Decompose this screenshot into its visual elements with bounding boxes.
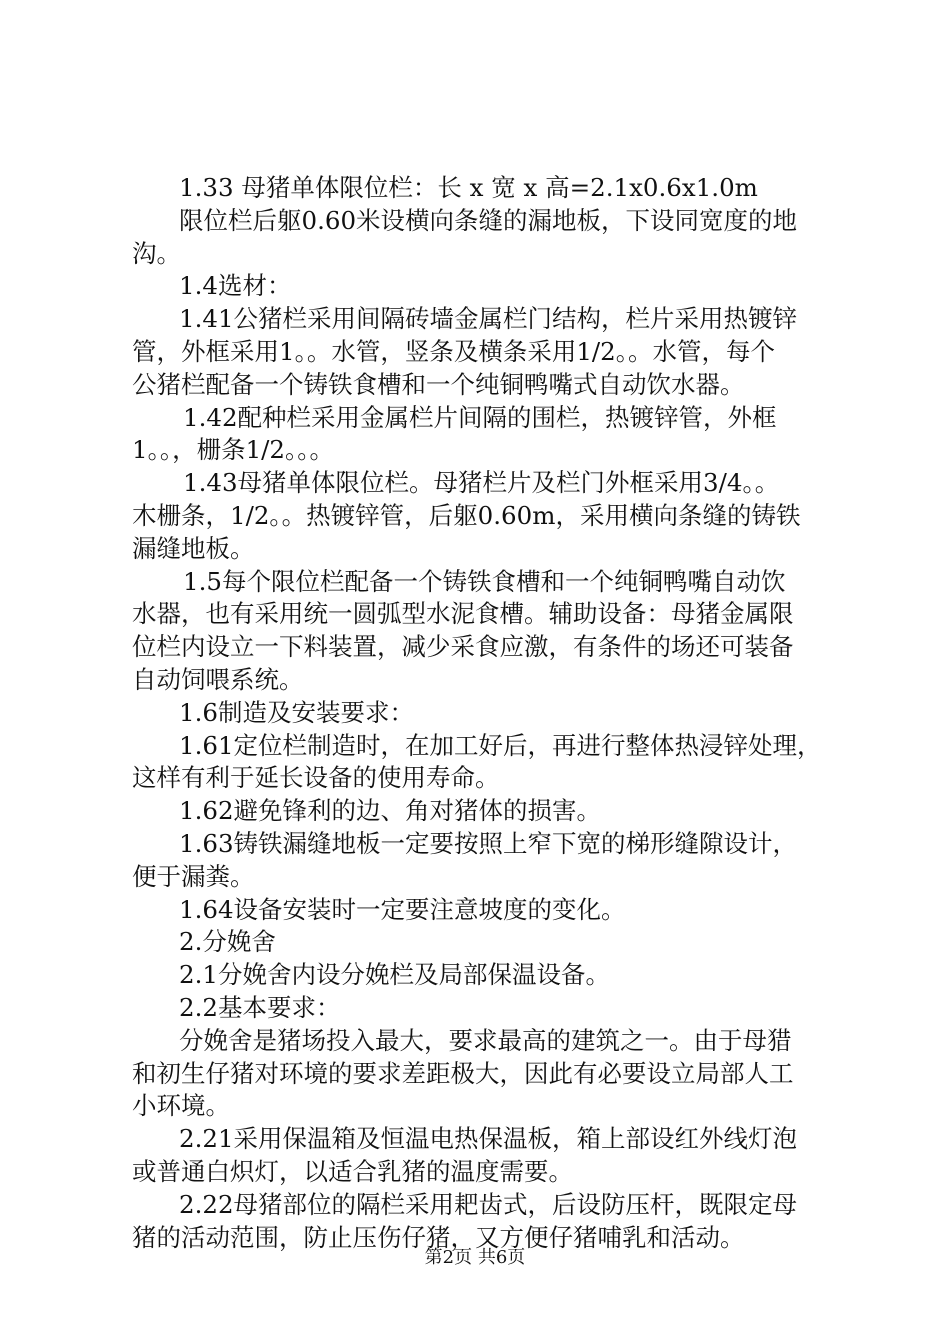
text-line: 1.61定位栏制造时，在加工好后，再进行整体热浸锌处理， xyxy=(179,730,822,760)
text-line: 这样有利于延长设备的使用寿命。 xyxy=(132,763,500,793)
text-line: 自动饲喂系统。 xyxy=(132,664,304,694)
text-line: 1.4选材： xyxy=(179,271,292,301)
text-line: 2.2基本要求： xyxy=(179,992,341,1022)
text-line: 2.1分娩舍内设分娩栏及局部保温设备。 xyxy=(179,960,610,990)
text-line: 公猪栏配备一个铸铁食槽和一个纯铜鸭嘴式自动饮水器。 xyxy=(132,369,745,399)
page-footer xyxy=(0,1243,950,1269)
text-line: 1.43母猪单体限位栏。母猪栏片及栏门外框采用3/4。。 xyxy=(183,468,780,498)
text-line: 漏缝地板。 xyxy=(132,533,255,563)
text-line: 分娩舍是猪场投入最大，要求最高的建筑之一。由于母猎 xyxy=(179,1025,792,1055)
text-line: 2.21采用保温箱及恒温电热保温板，箱上部设红外线灯泡 xyxy=(179,1124,798,1154)
text-line: 木栅条，1/2。。热镀锌管，后躯0.60m，采用横向条缝的铸铁 xyxy=(132,500,801,530)
text-line: 2.分娩舍 xyxy=(179,927,276,957)
text-line: 管，外框采用1。。水管，竖条及横条采用1/2。。水管，每个 xyxy=(132,336,776,366)
text-line: 便于漏粪。 xyxy=(132,861,255,891)
text-line: 1.42配种栏采用金属栏片间隔的围栏，热镀锌管，外框 xyxy=(183,402,777,432)
text-line: 水器，也有采用统一圆弧型水泥食槽。辅助设备：母猪金属限 xyxy=(132,599,794,629)
text-line: 1。。，栅条1/2。。。 xyxy=(132,435,335,465)
text-line: 沟。 xyxy=(132,238,181,268)
text-line: 1.33 母猪单体限位栏：长 x 宽 x 高=2.1x0.6x1.0m xyxy=(179,173,758,202)
text-line: 小环境。 xyxy=(132,1091,230,1121)
text-line: 1.63铸铁漏缝地板一定要按照上窄下宽的梯形缝隙设计， xyxy=(179,828,798,858)
text-line: 1.6制造及安装要求： xyxy=(179,697,414,727)
text-line: 1.41公猪栏采用间隔砖墙金属栏门结构，栏片采用热镀锌 xyxy=(179,304,798,334)
text-line: 和初生仔猪对环境的要求差距极大，因此有必要设立局部人工 xyxy=(132,1058,794,1088)
text-line: 或普通白炽灯，以适合乳猪的温度需要。 xyxy=(132,1156,573,1186)
document-body xyxy=(132,172,838,1254)
text-line: 2.22母猪部位的隔栏采用耙齿式，后设防压杆，既限定母 xyxy=(179,1189,798,1219)
text-line: 限位栏后躯0.60米设横向条缝的漏地板，下设同宽度的地 xyxy=(179,205,798,235)
text-line: 位栏内设立一下料装置，减少采食应激，有条件的场还可装备 xyxy=(132,632,794,662)
text-line: 1.64设备安装时一定要注意坡度的变化。 xyxy=(179,894,626,924)
text-line: 猪的活动范围，防止压伤仔猪，又方便仔猪哺乳和活动。 xyxy=(132,1222,745,1252)
text-line: 1.5每个限位栏配备一个铸铁食槽和一个纯铜鸭嘴自动饮 xyxy=(183,566,786,596)
page-number: 第2页 共6页 xyxy=(424,1247,526,1268)
text-line: 1.62避免锋利的边、角对猪体的损害。 xyxy=(179,796,602,826)
